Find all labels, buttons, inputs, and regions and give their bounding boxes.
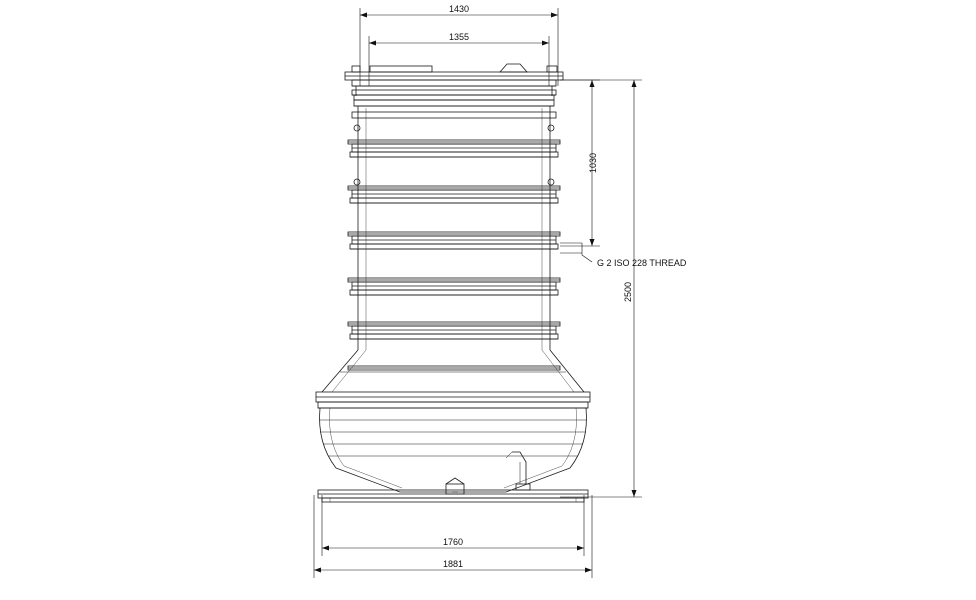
- product-outline: [316, 64, 590, 502]
- dim-label-top-width-inner: 1355: [448, 32, 470, 42]
- dim-label-base-width: 1760: [442, 537, 464, 547]
- dim-label-upper-height: 1030: [588, 152, 598, 174]
- dim-label-overall-height: 2500: [623, 281, 633, 303]
- thread-note-label: G 2 ISO 228 THREAD: [597, 258, 687, 268]
- dimension-lines: [314, 8, 642, 578]
- dim-label-top-width-outer: 1430: [448, 4, 470, 14]
- dim-label-overall-width: 1881: [442, 559, 464, 569]
